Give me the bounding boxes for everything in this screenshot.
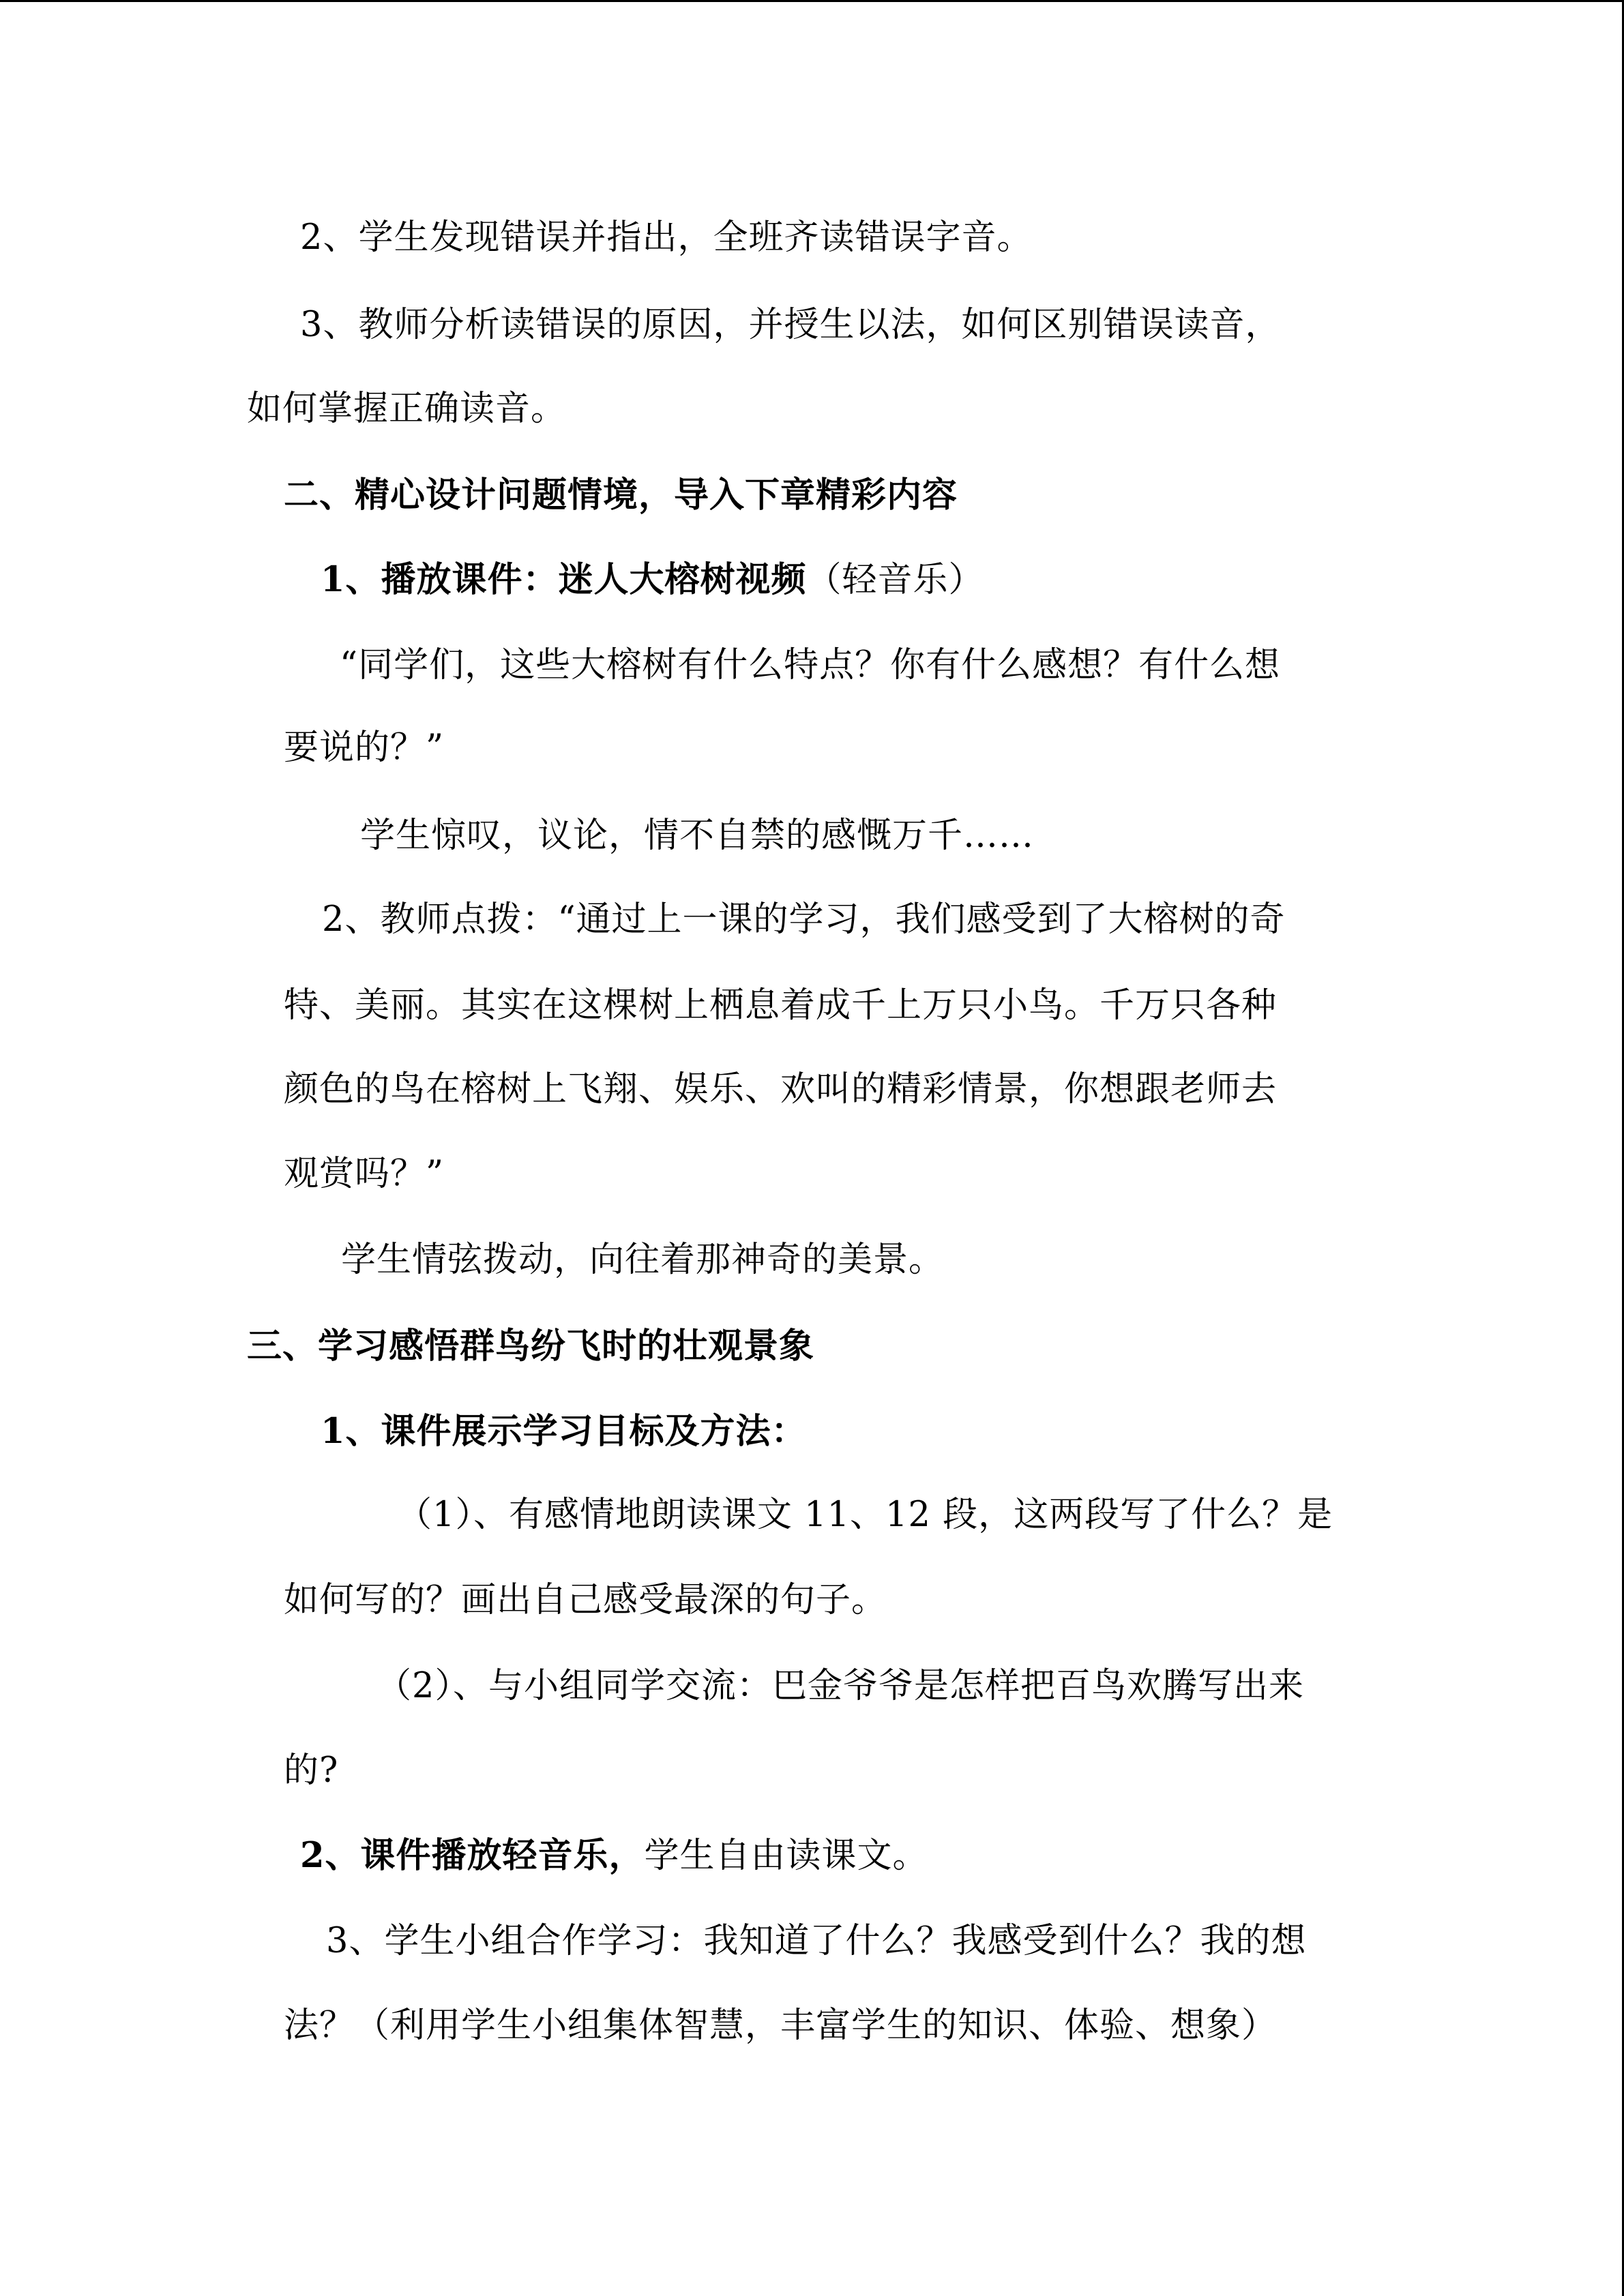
text-line: 如何掌握正确读音。 <box>247 389 567 429</box>
text-line: 1、课件展示学习目标及方法： <box>321 1411 807 1452</box>
text-line: 颜色的鸟在榕树上飞翔、娱乐、欢叫的精彩情景，你想跟老师去 <box>284 1069 1278 1109</box>
text-line: 学生情弦拨动，向往着那神奇的美景。 <box>341 1240 945 1280</box>
page-top-border <box>0 0 1624 2</box>
text-line <box>321 555 984 605</box>
text-line: 2、学生发现错误并指出，全班齐读错误字音。 <box>300 218 1033 258</box>
text-line: 特、美丽。其实在这棵树上栖息着成千上万只小鸟。千万只各种 <box>284 985 1278 1026</box>
text-line: 2、教师点拨：“通过上一课的学习，我们感受到了大榕树的奇 <box>322 899 1286 940</box>
text-line: 的? <box>284 1750 339 1791</box>
text-line-normal: （轻音乐） <box>806 560 984 600</box>
text-line: 3、教师分析读错误的原因，并授生以法，如何区别错误读音， <box>300 305 1281 345</box>
text-line: 学生惊叹，议论，情不自禁的感慨万千…… <box>360 816 1035 856</box>
section-heading-2: 二、精心设计问题情境，导入下章精彩内容 <box>284 475 958 516</box>
text-line: “同学们，这些大榕树有什么特点？你有什么感想？有什么想 <box>340 645 1281 685</box>
text-line-bold: 1、播放课件：迷人大榕树视频 <box>321 559 807 600</box>
text-line: （1）、有感情地朗读课文 11、12 段，这两段写了什么？是 <box>397 1495 1333 1535</box>
text-line: 观赏吗？” <box>284 1154 445 1194</box>
section-heading-3: 三、学习感悟群鸟纷飞时的壮观景象 <box>247 1326 815 1367</box>
text-line: 要说的？” <box>284 728 445 768</box>
text-line: 如何写的？画出自己感受最深的句子。 <box>284 1580 887 1620</box>
text-line: 3、学生小组合作学习：我知道了什么？我感受到什么？我的想 <box>326 1921 1307 1961</box>
text-line: （2）、与小组同学交流：巴金爷爷是怎样把百鸟欢腾写出来 <box>377 1666 1304 1706</box>
text-line: 法？（利用学生小组集体智慧，丰富学生的知识、体验、想象） <box>284 2006 1278 2046</box>
text-line <box>300 1831 928 1881</box>
text-line-bold: 2、课件播放轻音乐， <box>300 1835 645 1876</box>
text-line-normal: 学生自由读课文。 <box>644 1836 928 1876</box>
